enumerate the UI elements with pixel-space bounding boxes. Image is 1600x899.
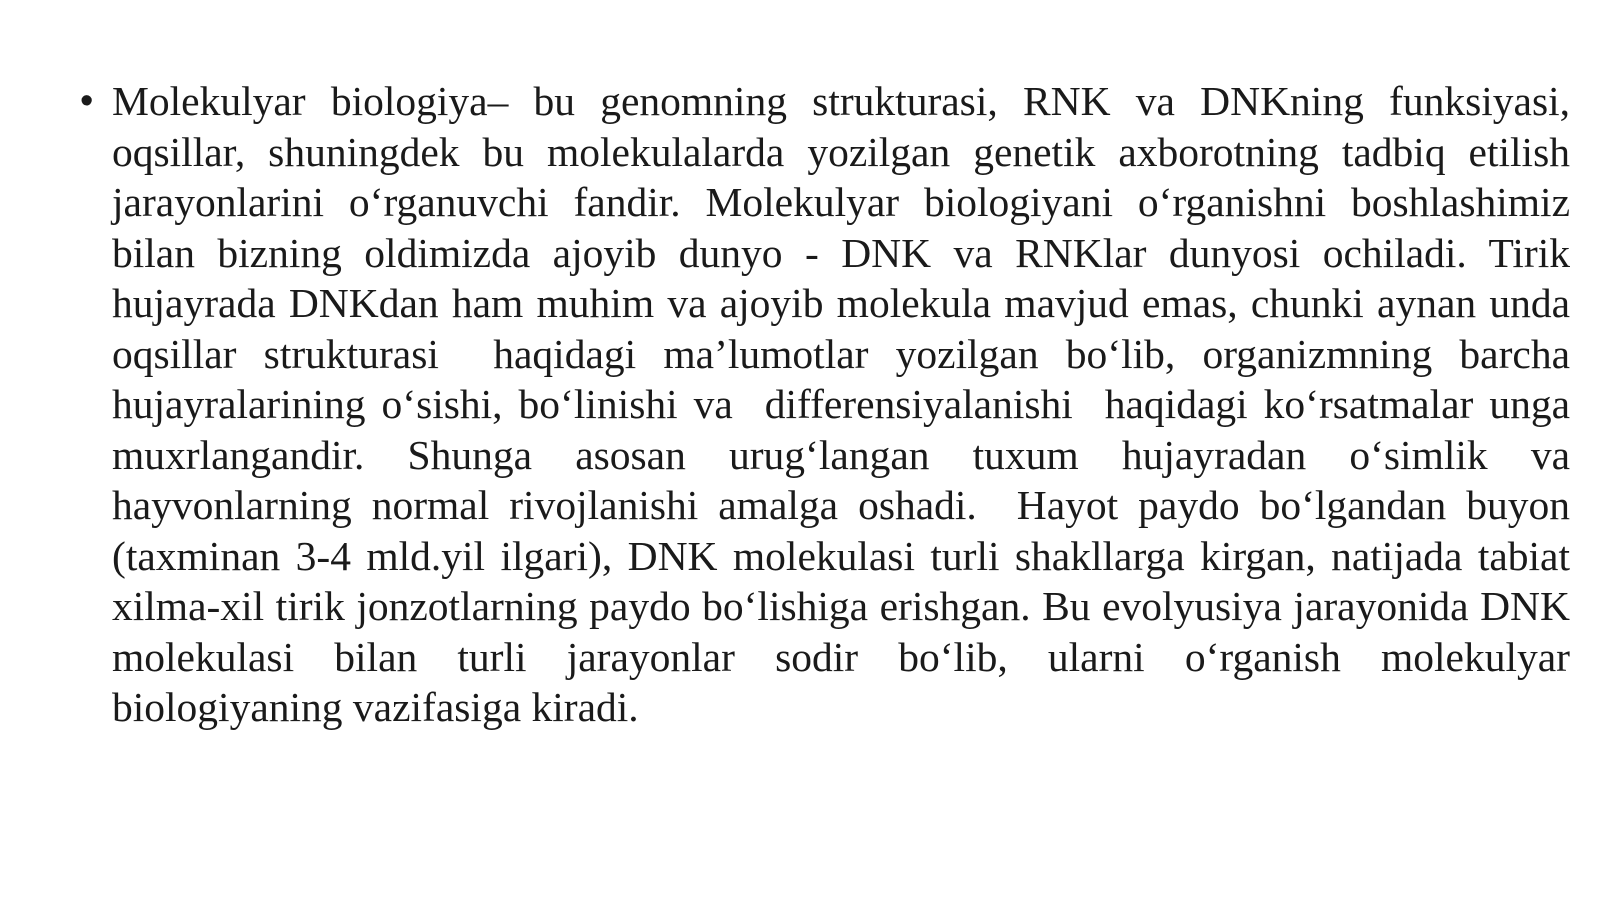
bullet-paragraph: Molekulyar biologiya– bu genomning strukturasi, RNK va DNKning funksiyasi, oqsillar, shuningdek bu molekulalarda yozilgan genetik axborotning tadbiq etilish jarayonlarini oʻrganuvchi fandir. Molekulyar biologiyani oʻrganishni boshlashimiz bilan bizning oldimizda ajoyib dunyo - DNK va RNKlar dunyosi ochiladi. Tirik hujayrada DNKdan ham muhim va ajoyib molekula mavjud emas, chunki aynan unda oqsillar strukturasi haqidagi ma’lumotlar yozilgan boʻlib, organizmning barcha hujayralarining oʻsishi, boʻlinishi va differensiyalanishi haqidagi koʻrsatmalar unga muxrlangandir. Shunga asosan urugʻlangan tuxum hujayradan oʻsimlik va hayvonlarning normal rivojlanishi amalga oshadi. Hayot paydo boʻlgandan buyon (taxminan 3-4 mld.yil ilgari), DNK molekulasi turli shakllarga kirgan, natijada tabiat xilma-xil tirik jonzotlarning paydo boʻlishiga erishgan. Bu evolyusiya jarayonida DNK molekulasi bilan turli jarayonlar sodir boʻlib, ularni oʻrganish molekulyar biologiyaning vazifasiga kiradi.	[112, 78, 1581, 730]
bullet-marker: •	[80, 80, 94, 122]
bullet-list	[80, 76, 1581, 733]
bullet-item	[80, 76, 1581, 733]
